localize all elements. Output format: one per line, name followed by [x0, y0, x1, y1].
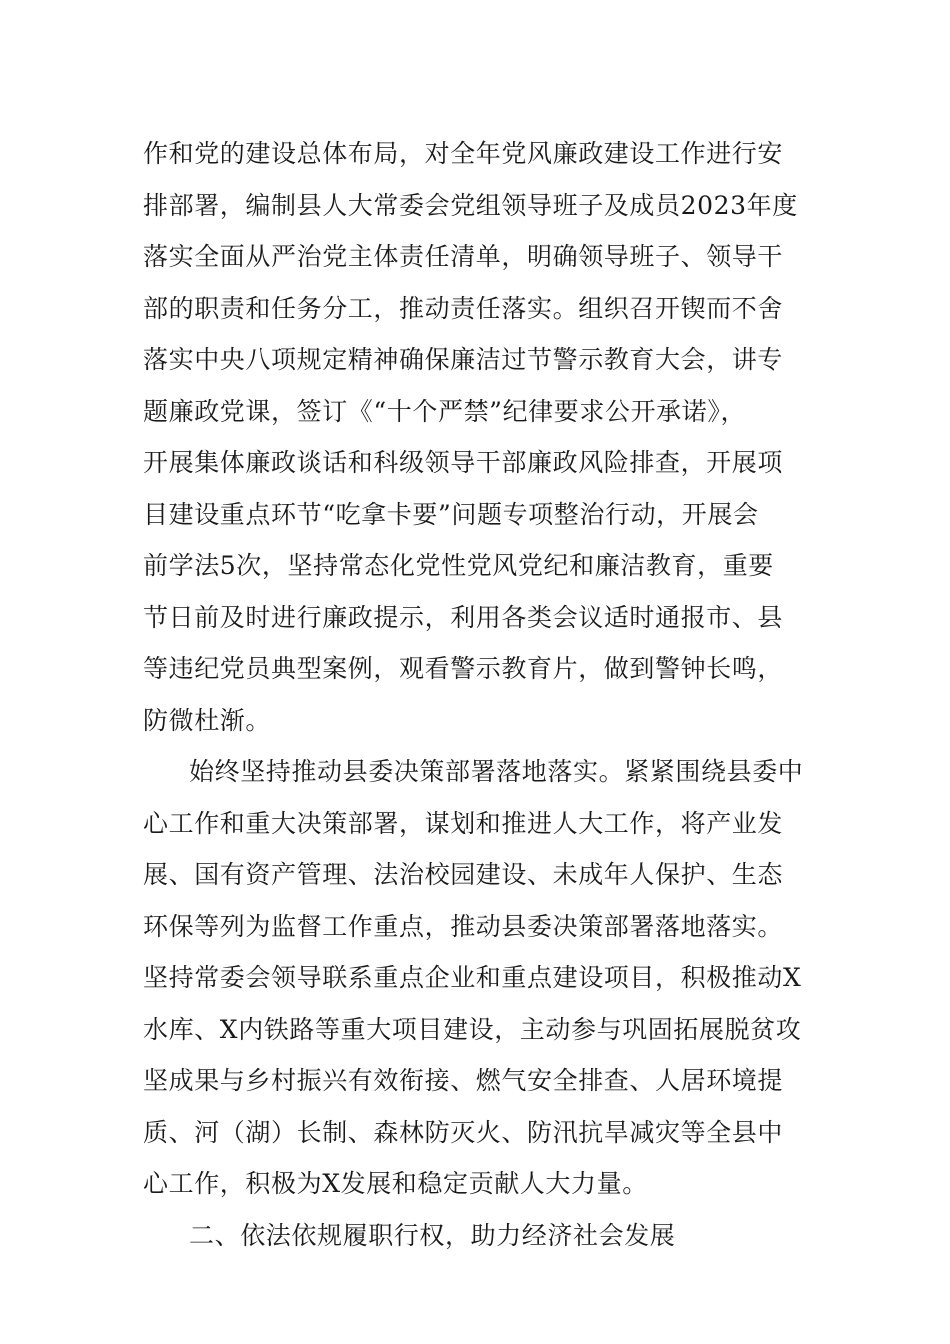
- heading-line: 二、依法依规履职行权，助力经济社会发展: [189, 1220, 676, 1250]
- paragraph-decision-implementation: [143, 746, 811, 1210]
- text-line: 目建设重点环节“吃拿卡要”问题专项整治行动，开展会: [143, 499, 759, 529]
- section-heading: [143, 1210, 811, 1262]
- text-line: 防微杜渐。: [143, 705, 272, 735]
- text-line: 水库、X内铁路等重大项目建设，主动参与巩固拓展脱贫攻: [143, 1014, 802, 1044]
- document-body: [143, 128, 811, 1261]
- text-line: 展、国有资产管理、法治校园建设、未成年人保护、生态: [143, 860, 784, 889]
- text-line: 节日前及时进行廉政提示，利用各类会议适时通报市、县: [143, 602, 784, 632]
- text-line: 前学法5次，坚持常态化党性党风党纪和廉洁教育，重要: [143, 551, 774, 580]
- text-line: 心工作和重大决策部署，谋划和推进人大工作，将产业发: [143, 808, 784, 838]
- text-line: 排部署，编制县人大常委会党组领导班子及成员2023年度: [143, 190, 798, 220]
- text-line: 落实全面从严治党主体责任清单，明确领导班子、领导干: [143, 242, 784, 271]
- text-line: 质、河（湖）长制、森林防灭火、防汛抗旱减灾等全县中: [143, 1117, 784, 1147]
- text-line: 始终坚持推动县委决策部署落地落实。紧紧围绕县委中: [189, 757, 804, 786]
- text-line: 落实中央八项规定精神确保廉洁过节警示教育大会，讲专: [143, 345, 784, 374]
- text-line: 等违纪党员典型案例，观看警示教育片，做到警钟长鸣，: [143, 654, 784, 683]
- text-line: 坚成果与乡村振兴有效衔接、燃气安全排查、人居环境提: [143, 1066, 784, 1095]
- paragraph-continuation: [143, 128, 811, 746]
- text-line: 心工作，积极为X发展和稳定贡献人大力量。: [143, 1169, 648, 1198]
- text-line: 部的职责和任务分工，推动责任落实。组织召开锲而不舍: [143, 293, 784, 323]
- text-line: 作和党的建设总体布局，对全年党风廉政建设工作进行安: [143, 139, 784, 168]
- text-line: 环保等列为监督工作重点，推动县委决策部署落地落实。: [143, 911, 784, 941]
- text-line: 题廉政党课，签订《“十个严禁”纪律要求公开承诺》，: [143, 396, 747, 426]
- text-line: 开展集体廉政谈话和科级领导干部廉政风险排查，开展项: [143, 448, 784, 477]
- text-line: 坚持常委会领导联系重点企业和重点建设项目，积极推动X: [143, 963, 802, 992]
